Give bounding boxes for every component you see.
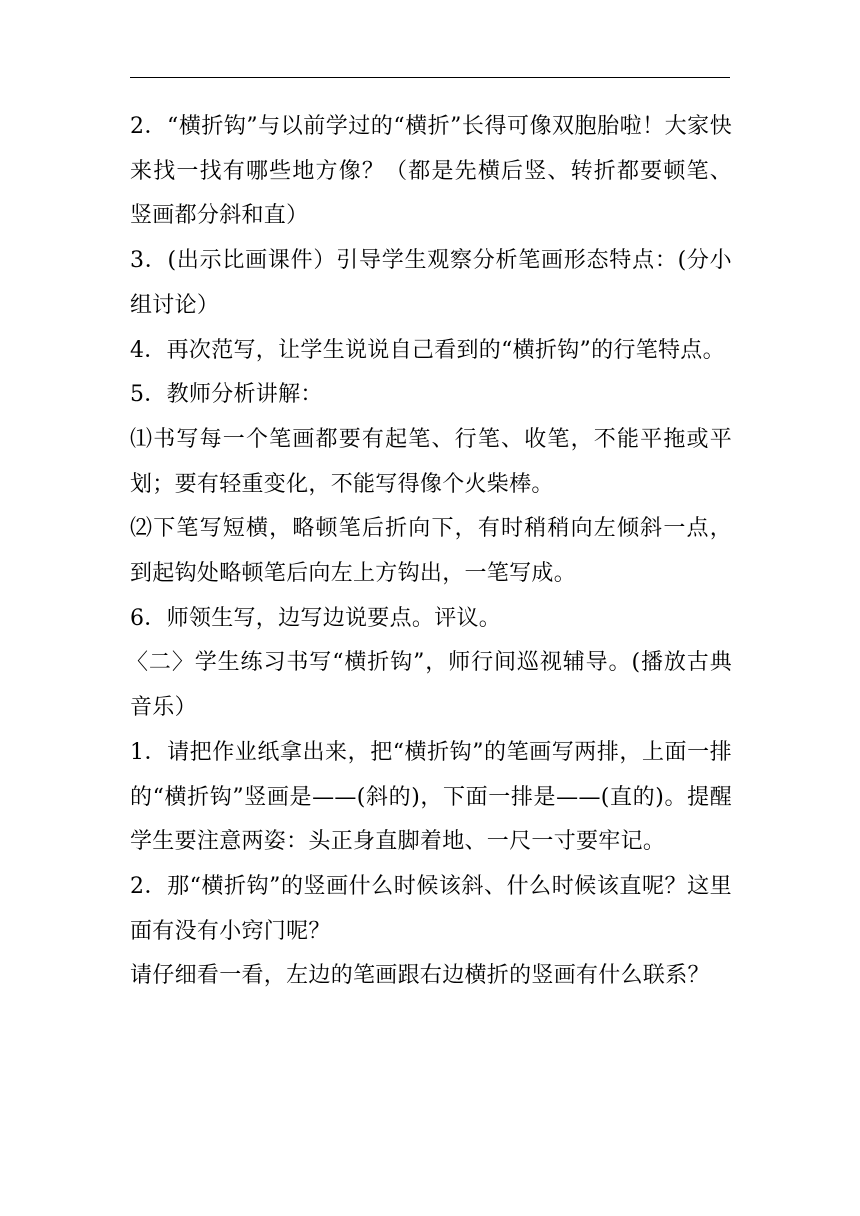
paragraph-item-3: 3．(出示比画课件）引导学生观察分析笔画形态特点：(分小组讨论） <box>130 248 732 318</box>
paragraph-point-1: ⑴书写每一个笔画都要有起笔、行笔、收笔，不能平拖或平划；要有轻重变化，不能写得像个火柴棒。 <box>130 426 732 497</box>
paragraph-question: 请仔细看一看，左边的笔画跟右边横折的竖画有什么联系？ <box>130 963 710 989</box>
header-rule <box>130 77 730 78</box>
document-body <box>126 105 732 999</box>
paragraph-practice-1: 1．请把作业纸拿出来，把“横折钩”的笔画写两排，上面一排的“横折钩”竖画是——(斜的)，下面一排是——(直的)。提醒学生要注意两姿：头正身直脚着地、一尺一寸要牢记。 <box>130 739 732 855</box>
section-heading-2: 〈二〉学生练习书写“横折钩”，师行间巡视辅导。(播放古典音乐） <box>126 650 732 721</box>
paragraph-point-2: ⑵下笔写短横，略顿笔后折向下，有时稍稍向左倾斜一点，到起钩处略顿笔后向左上方钩出，一笔写成。 <box>130 516 732 587</box>
paragraph-item-4: 4．再次范写，让学生说说自己看到的“横折钩”的行笔特点。 <box>130 337 725 363</box>
paragraph-item-6: 6．师领生写，边写边说要点。评议。 <box>130 605 502 631</box>
paragraph-practice-2: 2．那“横折钩”的竖画什么时候该斜、什么时候该直呢？这里面有没有小窍门呢？ <box>130 873 732 944</box>
paragraph-item-5: 5．教师分析讲解： <box>130 382 323 408</box>
paragraph-item-2: 2．“横折钩”与以前学过的“横折”长得可像双胞胎啦！大家快来找一找有哪些地方像？（都是先横后竖、转折都要顿笔、竖画都分斜和直） <box>130 114 732 229</box>
